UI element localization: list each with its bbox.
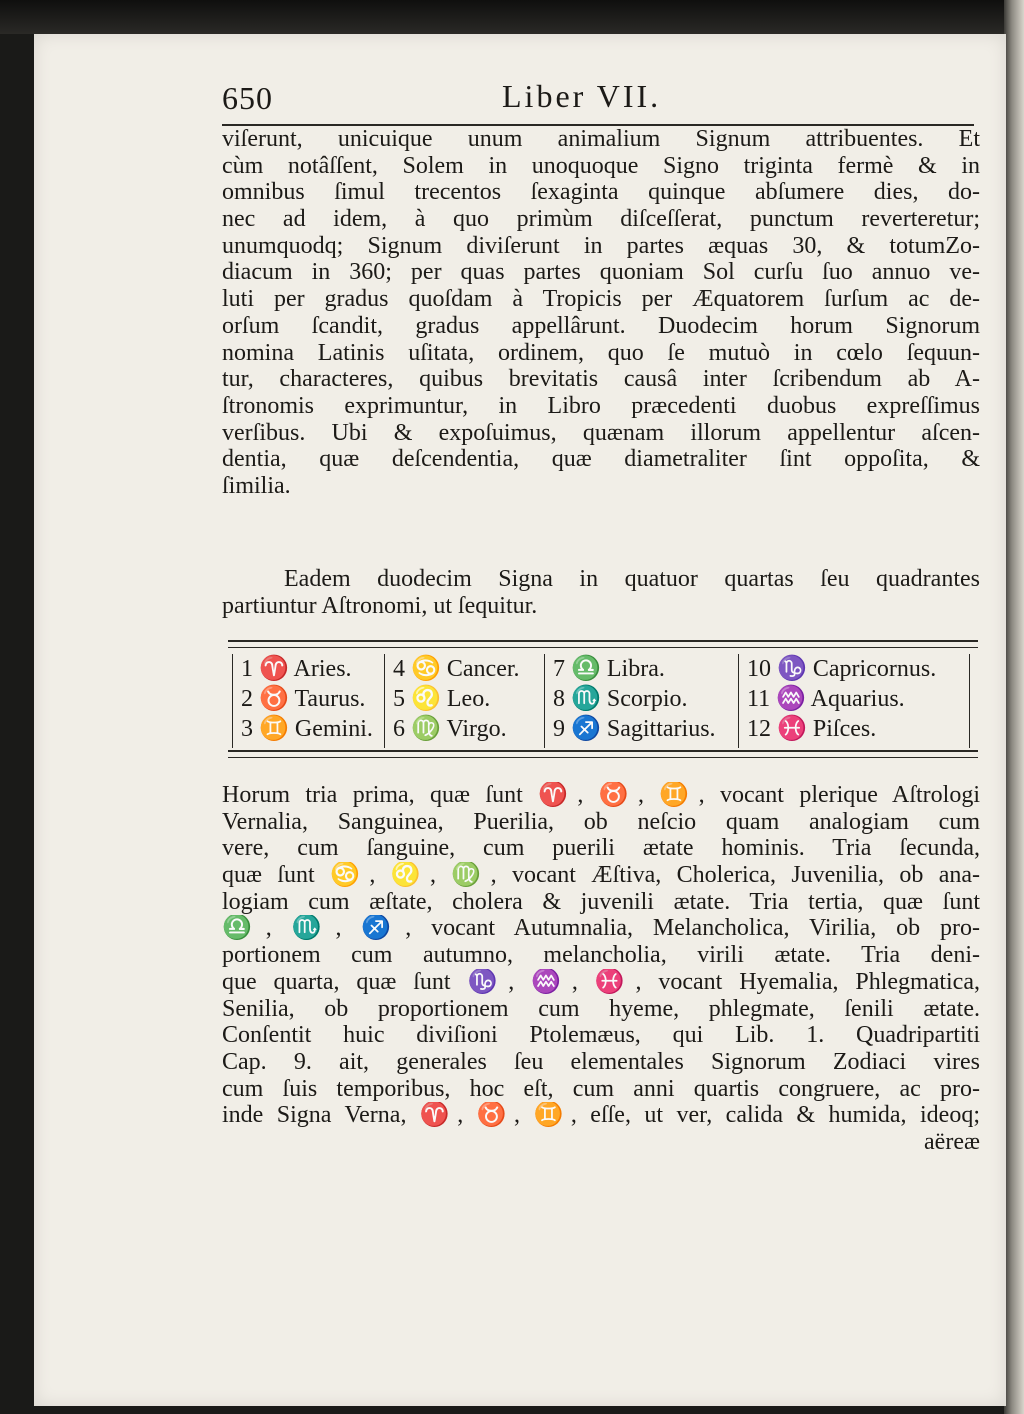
text-line: orſum ſcandit, gradus appellârunt. Duodecim horum Signorum <box>222 312 980 339</box>
text-line: partiuntur Aſtronomi, ut ſequitur. <box>222 592 538 619</box>
text-line: Eadem duodecim Signa in quatuor quartas ſeu quadrantes <box>284 566 980 592</box>
text-line: ſimilia. <box>222 472 291 499</box>
text-line: nec ad idem, à quo primùm diſceſſerat, punctum reverteretur; <box>222 206 980 233</box>
sign-entry: 12 ♓ Piſces. <box>747 716 877 742</box>
table-rule <box>228 647 978 648</box>
sign-column-2 <box>384 654 543 748</box>
text-line: diacum in 360; per quas partes quoniam Sol curſu ſuo annuo ve- <box>222 259 980 286</box>
scan-top-border <box>0 0 1024 34</box>
sign-entry: 3 ♊ Gemini. <box>241 716 373 742</box>
paragraph-1 <box>222 126 980 500</box>
text-line: vere, cum ſanguine, cum puerili ætate hominis. Tria ſecunda, <box>222 835 980 862</box>
table-rule <box>228 750 978 752</box>
text-line: quæ ſunt ♋, ♌, ♍, vocant Æſtiva, Cholerica, Juvenilia, ob ana- <box>222 862 980 889</box>
text-line: logiam cum æſtate, cholera & juvenili ætate. Tria tertia, quæ ſunt <box>222 888 980 915</box>
sign-entry: 6 ♍ Virgo. <box>393 716 507 742</box>
catchword: aëreæ <box>924 1128 980 1155</box>
text-line: nomina Latinis uſitata, ordinem, quo ſe mutuò in cœlo ſequun- <box>222 339 980 366</box>
text-line: Cap. 9. ait, generales ſeu elementales Signorum Zodiaci vires <box>222 1048 980 1075</box>
sign-entry: 7 ♎ Libra. <box>553 656 665 682</box>
paragraph-3 <box>222 782 980 1156</box>
page-edge <box>1004 0 1024 1414</box>
text-line: viſerunt, unicuique unum animalium Signum attribuentes. Et <box>222 126 980 152</box>
sign-entry: 1 ♈ Aries. <box>241 656 352 682</box>
text-line: Conſentit huic diviſioni Ptolemæus, qui Lib. 1. Quadripartiti <box>222 1022 980 1049</box>
table-rule <box>228 640 978 642</box>
text-line: portionem cum autumno, melancholia, virili ætate. Tria deni- <box>222 942 980 969</box>
paragraph-2 <box>222 566 980 619</box>
page-number: 650 <box>222 80 273 116</box>
sign-entry: 8 ♏ Scorpio. <box>553 686 688 712</box>
text-line: ſtronomis exprimuntur, in Libro præcedenti duobus expreſſimus <box>222 392 980 419</box>
sign-column-4 <box>738 654 970 748</box>
text-line: que quarta, quæ ſunt ♑, ♒, ♓, vocant Hyemalia, Phlegmatica, <box>222 968 980 995</box>
sign-column-1 <box>232 654 383 748</box>
sign-entry: 5 ♌ Leo. <box>393 686 491 712</box>
table-rule <box>228 757 978 758</box>
zodiac-signs-table <box>228 640 978 762</box>
text-line: dentia, quæ deſcendentia, quæ diametraliter ſint oppoſita, & <box>222 446 980 473</box>
text-line: luti per gradus quoſdam à Tropicis per Æquatorem ſurſum ac de- <box>222 286 980 313</box>
text-line: Horum tria prima, quæ ſunt ♈, ♉, ♊, vocant plerique Aſtrologi <box>222 782 980 808</box>
text-line: cum ſuis temporibus, hoc eſt, cum anni quartis congruere, ac pro- <box>222 1075 980 1102</box>
text-line: Vernalia, Sanguinea, Puerilia, ob neſcio quam analogiam cum <box>222 808 980 835</box>
sign-entry: 2 ♉ Taurus. <box>241 686 366 712</box>
text-line: omnibus ſimul trecentos ſexaginta quinque abſumere dies, do- <box>222 179 980 206</box>
text-line: cùm notâſſent, Solem in unoquoque Signo triginta fermè & in <box>222 152 980 179</box>
sign-entry: 4 ♋ Cancer. <box>393 656 520 682</box>
page-header <box>222 76 974 120</box>
sign-entry: 11 ♒ Aquarius. <box>747 686 905 712</box>
sign-column-3 <box>544 654 737 748</box>
running-title: Liber VII. <box>502 78 662 114</box>
sign-entry: 10 ♑ Capricornus. <box>747 656 937 682</box>
text-line: tur, characteres, quibus brevitatis causâ inter ſcribendum ab A- <box>222 366 980 393</box>
sign-entry: 9 ♐ Sagittarius. <box>553 716 716 742</box>
text-line: Senilia, ob proportionem cum hyeme, phlegmate, ſenili ætate. <box>222 995 980 1022</box>
text-line: inde Signa Verna, ♈, ♉, ♊, eſſe, ut ver, calida & humida, ideoq; <box>222 1102 980 1129</box>
text-line: ♎, ♏, ♐, vocant Autumnalia, Melancholica, Virilia, ob pro- <box>222 915 980 942</box>
text-line: unumquodq; Signum diviſerunt in partes æquas 30, & totumZo- <box>222 232 980 259</box>
text-line: verſibus. Ubi & expoſuimus, quænam illorum appellentur aſcen- <box>222 419 980 446</box>
